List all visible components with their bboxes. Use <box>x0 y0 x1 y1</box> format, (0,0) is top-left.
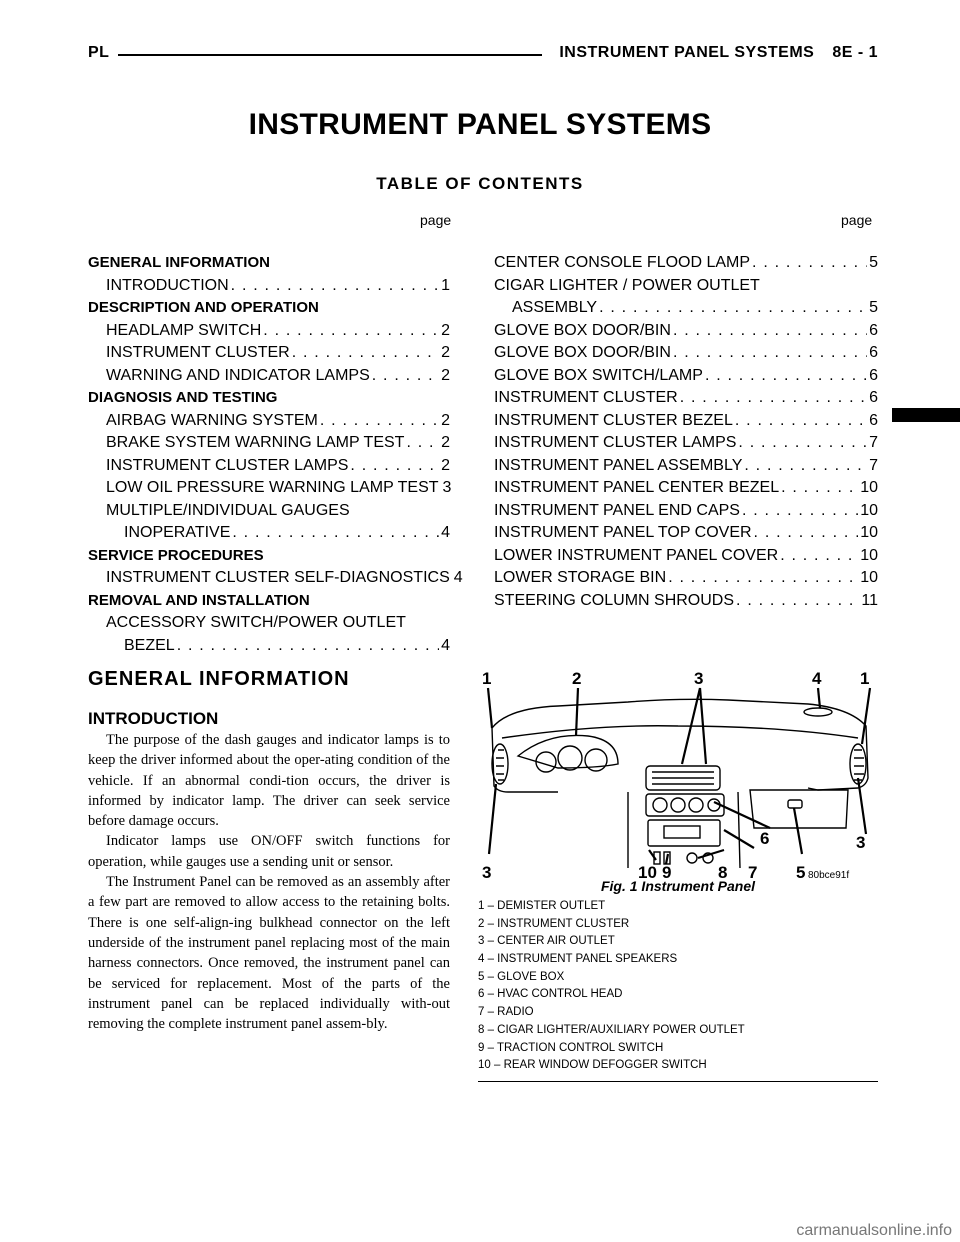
gauge-3 <box>585 749 607 771</box>
callout-label: 3 <box>694 669 704 688</box>
toc-entry-label: INSTRUMENT CLUSTER LAMPS <box>106 456 349 474</box>
left-vent-louvers <box>496 750 504 780</box>
callout-label: 2 <box>572 669 582 688</box>
toc-entry-page: 4 <box>453 569 463 586</box>
toc-leader-dots <box>735 412 867 430</box>
toc-entry-label: INSTRUMENT CLUSTER LAMPS <box>494 434 737 451</box>
header-right <box>559 44 878 62</box>
toc-entry <box>88 524 450 547</box>
toc-entry <box>494 592 878 615</box>
toc-entry-page: 7 <box>869 434 878 451</box>
toc-entry <box>88 592 450 615</box>
legend-item: 6 – HVAC CONTROL HEAD <box>478 988 623 1001</box>
paragraph: The Instrument Panel can be removed as an assembly after a few part are removed to allow access to the retaining bolts. There is one self-align-ing bulkhead connector on the left underside of the instrument panel replacing most of the main harness connectors. Once removed, the instrument panel can be serviced for replacement. Most of the parts of the instrument panel can be replaced individually with-out removing the complete instrument panel assem-bly. <box>88 874 450 1033</box>
body-text <box>88 730 450 1034</box>
toc-entry-label: DESCRIPTION AND OPERATION <box>88 299 319 316</box>
toc-entry <box>494 344 878 367</box>
toc-entry <box>88 367 450 390</box>
header-model: PL <box>88 44 110 61</box>
toc-leader-dots <box>231 277 439 295</box>
toc-entry <box>88 502 450 525</box>
legend-item: 3 – CENTER AIR OUTLET <box>478 935 615 948</box>
toc-entry <box>88 344 450 367</box>
toc-entry <box>494 277 878 300</box>
glove-box-latch <box>788 800 802 808</box>
toc-entry <box>88 637 450 660</box>
legend-item: 5 – GLOVE BOX <box>478 970 565 983</box>
toc-entry-label: GLOVE BOX SWITCH/LAMP <box>494 366 703 384</box>
toc-entry <box>88 434 450 457</box>
toc-leader-dots <box>177 637 439 655</box>
toc-entry-page: 10 <box>860 524 878 541</box>
toc-leader-dots <box>232 524 439 542</box>
header-rule <box>118 54 542 56</box>
toc-entry <box>494 502 878 525</box>
toc-entry-label: ACCESSORY SWITCH/POWER OUTLET <box>106 614 406 631</box>
toc-entry-label: WARNING AND INDICATOR LAMPS <box>106 366 370 384</box>
callout-label: 4 <box>812 669 822 688</box>
toc-entry-label: INOPERATIVE <box>124 524 231 541</box>
legend-item: 4 – INSTRUMENT PANEL SPEAKERS <box>478 953 678 966</box>
toc-entry-label: INSTRUMENT CLUSTER <box>494 389 678 406</box>
callout-label: 9 <box>662 863 672 882</box>
toc-entry-label: BRAKE SYSTEM WARNING LAMP TEST <box>106 434 405 451</box>
toc-entry <box>88 254 450 277</box>
toc-leader-dots <box>406 434 439 452</box>
right-vent-louvers <box>854 750 864 780</box>
toc-leader-dots <box>738 434 867 452</box>
toc-leader-dots <box>320 412 439 430</box>
legend-item: 7 – RADIO <box>478 1006 534 1019</box>
toc-entry-page: 2 <box>441 321 450 339</box>
page-header <box>88 44 878 70</box>
toc-entry-label: STEERING COLUMN SHROUDS <box>494 591 735 609</box>
toc-entry-label: INSTRUMENT CLUSTER SELF-DIAGNOSTICS <box>106 569 450 586</box>
toc-entry-label: BEZEL <box>124 636 175 654</box>
toc-entry-label: CIGAR LIGHTER / POWER OUTLET <box>494 276 760 294</box>
toc-entry <box>494 322 878 345</box>
toc-entry <box>494 389 878 412</box>
toc-entry-label: ASSEMBLY <box>512 299 598 316</box>
speaker-grille <box>804 708 832 716</box>
callout-label: 1 <box>860 669 870 688</box>
toc-entry-page: 2 <box>441 456 450 474</box>
toc-entry-label: CENTER CONSOLE FLOOD LAMP <box>494 254 751 271</box>
callout-label: 7 <box>748 863 758 882</box>
section-thumb-tab <box>892 408 960 422</box>
toc-entry-label: HEADLAMP SWITCH <box>106 321 262 339</box>
toc-heading: TABLE OF CONTENTS <box>376 174 584 193</box>
toc-entry <box>88 277 450 300</box>
toc-leader-dots <box>742 502 858 520</box>
legend-item: 9 – TRACTION CONTROL SWITCH <box>478 1041 664 1054</box>
toc-leader-dots <box>680 389 867 407</box>
toc-entry-page: 7 <box>869 456 878 474</box>
toc-entry-label: INTRODUCTION <box>106 276 229 294</box>
toc-entry-label: SERVICE PROCEDURES <box>88 546 264 564</box>
glove-box <box>750 790 848 828</box>
toc-leader-dots <box>599 299 867 317</box>
toc-entry-label: REMOVAL AND INSTALLATION <box>88 591 310 609</box>
toc-entry-label: GLOVE BOX DOOR/BIN <box>494 321 671 339</box>
hvac-knob-2 <box>671 798 685 812</box>
toc-entry <box>494 434 878 457</box>
paragraph: The purpose of the dash gauges and indicator lamps is to keep the driver informed about the oper-ating condition of the vehicle. If an abnormal condi-tion occurs, the driver is informed by indicator lamp. The driver can seek service before damage occurs. <box>88 732 450 830</box>
toc-entry-page: 4 <box>441 636 450 654</box>
radio-unit <box>648 820 720 846</box>
toc-entry-label: INSTRUMENT PANEL CENTER BEZEL <box>494 479 780 496</box>
toc-entry-label: AIRBAG WARNING SYSTEM <box>106 411 318 429</box>
toc-entry-label: LOWER INSTRUMENT PANEL COVER <box>494 546 779 564</box>
dash-top-outline <box>492 699 868 790</box>
toc-leader-dots <box>668 569 858 587</box>
toc-entry <box>494 367 878 390</box>
subsection-heading: INTRODUCTION <box>88 709 219 728</box>
toc-entry-page: 6 <box>869 344 878 361</box>
toc-leader-dots <box>780 547 858 565</box>
dash-crest-line <box>502 726 858 738</box>
toc-leader-dots <box>292 344 439 362</box>
header-page-number: 8E - 1 <box>832 44 878 61</box>
dash-left-outline <box>492 728 558 792</box>
toc-entry-page: 6 <box>869 366 878 384</box>
toc-entry <box>88 412 450 435</box>
toc-entry <box>88 479 450 502</box>
toc-entry <box>494 569 878 592</box>
instrument-panel-illustration <box>478 668 878 883</box>
toc-right-column <box>494 254 878 614</box>
toc-entry-page: 10 <box>860 501 878 519</box>
toc-entry-page: 2 <box>441 434 450 451</box>
legend-item: 8 – CIGAR LIGHTER/AUXILIARY POWER OUTLET <box>478 1023 745 1036</box>
toc-entry-page: 2 <box>441 411 450 429</box>
callout-label: 3 <box>482 863 492 882</box>
toc-entry <box>494 457 878 480</box>
toc-entry-page: 5 <box>869 299 878 316</box>
toc-entry-label: INSTRUMENT PANEL END CAPS <box>494 501 740 519</box>
callout-label: 8 <box>718 863 728 882</box>
toc-leader-dots <box>752 254 867 272</box>
callout-label: 1 <box>482 669 492 688</box>
toc-entry <box>494 547 878 570</box>
toc-entry <box>494 412 878 435</box>
paragraph: Indicator lamps use ON/OFF switch functions for operation, while gauges use a sending unit or sensor. <box>88 833 450 870</box>
toc-leader-dots <box>736 592 859 610</box>
toc-entry-page: 4 <box>441 524 450 541</box>
toc-leader-dots <box>744 457 867 475</box>
toc-leader-dots <box>673 322 867 340</box>
toc-leader-dots <box>754 524 859 542</box>
toc-entry-page: 6 <box>869 411 878 429</box>
toc-entry <box>88 614 450 637</box>
toc-entry-label: GLOVE BOX DOOR/BIN <box>494 344 671 361</box>
figure-image-code: 80bce91f <box>808 870 850 881</box>
center-vent-louvers <box>652 772 714 784</box>
toc-leader-dots <box>781 479 858 497</box>
toc-entry <box>88 322 450 345</box>
toc-entry <box>88 547 450 570</box>
toc-leader-dots <box>673 344 867 362</box>
toc-leader-dots <box>372 367 439 385</box>
toc-entry-page: 11 <box>861 591 878 609</box>
figure-caption: Fig. 1 Instrument Panel <box>600 878 756 894</box>
toc-entry-label: INSTRUMENT PANEL TOP COVER <box>494 524 752 541</box>
toc-entry-page: 10 <box>860 479 878 496</box>
radio-display <box>664 826 700 838</box>
callout-label: 6 <box>760 829 770 848</box>
toc-entry-label: LOWER STORAGE BIN <box>494 569 667 586</box>
center-stack-sides <box>628 792 740 868</box>
figure-legend <box>478 898 878 1082</box>
toc-entry-label: INSTRUMENT CLUSTER <box>106 344 290 361</box>
callout-label: 3 <box>856 833 866 852</box>
toc-entry-page: 10 <box>860 546 878 564</box>
toc-page-label-left: page <box>420 212 452 228</box>
toc-entry-label: MULTIPLE/INDIVIDUAL GAUGES <box>106 501 350 519</box>
toc-leader-dots <box>705 367 867 385</box>
header-section: INSTRUMENT PANEL SYSTEMS <box>559 44 815 61</box>
toc-entry-page: 3 <box>442 479 452 496</box>
callout-label: 5 <box>796 863 806 882</box>
toc-entry-page: 6 <box>869 389 878 406</box>
watermark: carmanualsonline.info <box>796 1222 952 1239</box>
toc-entry-label: LOW OIL PRESSURE WARNING LAMP TEST <box>106 479 439 496</box>
legend-rule <box>478 1081 878 1082</box>
hvac-knob-3 <box>689 798 703 812</box>
toc-entry-page: 10 <box>860 569 878 586</box>
toc-leader-dots <box>350 457 439 475</box>
legend-item: 2 – INSTRUMENT CLUSTER <box>478 917 630 930</box>
toc-left-column <box>88 254 463 659</box>
toc-entry <box>494 254 878 277</box>
toc-entry <box>494 479 878 502</box>
legend-item: 10 – REAR WINDOW DEFOGGER SWITCH <box>478 1059 707 1072</box>
toc-entry <box>494 299 878 322</box>
gauge-2 <box>558 746 582 770</box>
section-heading: GENERAL INFORMATION <box>88 668 350 690</box>
toc-entry <box>88 389 450 412</box>
toc-leader-dots <box>263 322 439 340</box>
hvac-knob-1 <box>653 798 667 812</box>
toc-entry <box>88 457 450 480</box>
toc-entry-page: 1 <box>441 276 450 294</box>
toc-entry-page: 5 <box>869 254 878 271</box>
toc-entry <box>88 569 463 592</box>
dashboard-drawing <box>492 699 868 868</box>
toc-entry-label: INSTRUMENT PANEL ASSEMBLY <box>494 456 743 474</box>
toc-entry-page: 2 <box>441 344 450 361</box>
toc-page-label-right: page <box>841 212 873 228</box>
toc-entry-page: 6 <box>869 321 878 339</box>
toc-entry-page: 2 <box>441 366 450 384</box>
toc-entry-label: INSTRUMENT CLUSTER BEZEL <box>494 411 733 429</box>
legend-item: 1 – DEMISTER OUTLET <box>478 900 606 912</box>
page-title: INSTRUMENT PANEL SYSTEMS <box>248 108 712 141</box>
callout-label: 10 <box>638 863 657 882</box>
cigar-lighter <box>687 853 697 863</box>
toc-entry <box>88 299 450 322</box>
toc-entry-label: GENERAL INFORMATION <box>88 254 270 271</box>
toc-entry <box>494 524 878 547</box>
toc-entry-label: DIAGNOSIS AND TESTING <box>88 389 278 406</box>
